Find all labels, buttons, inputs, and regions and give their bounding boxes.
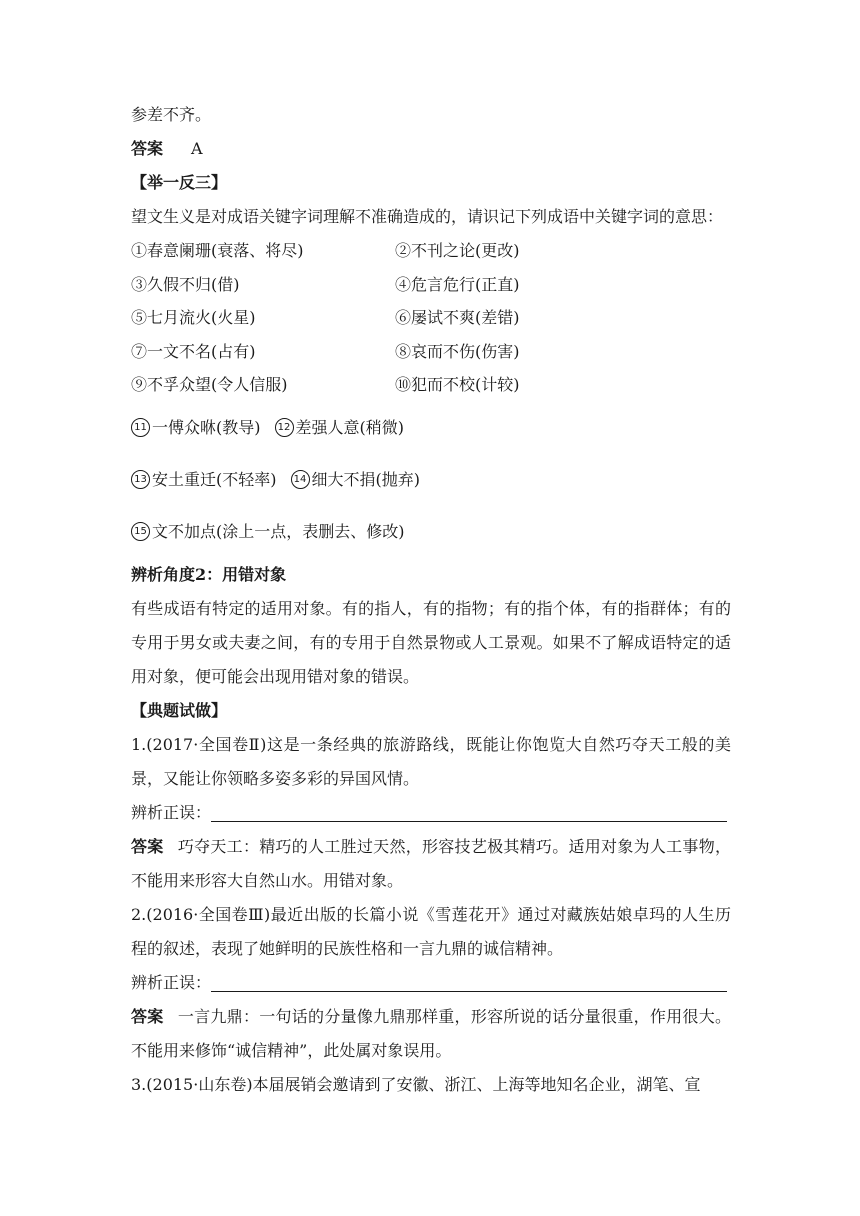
circled-number: 11	[131, 418, 150, 437]
idiom-row-11-12	[131, 402, 731, 454]
answer-text: 一言九鼎：一句话的分量像九鼎那样重，形容所说的话分量很重，作用很大。不能用来修饰“诚信精神”，此处属对象误用。	[131, 1006, 731, 1060]
answer-1	[131, 830, 731, 898]
answer-blank[interactable]	[211, 801, 727, 822]
section-heading-dtsz: 【典题试做】	[131, 700, 228, 720]
fix-label: 辨析正误：	[131, 802, 212, 822]
answer-label: 答案	[131, 836, 164, 856]
answer-line	[131, 132, 731, 166]
idiom-item: ⑦一文不名(占有)	[131, 341, 256, 361]
intro-paragraph: 望文生义是对成语关键字词理解不准确造成的，请识记下列成语中关键字词的意思：	[131, 207, 724, 226]
question-2: 2.(2016·全国卷Ⅲ)最近出版的长篇小说《雪莲花开》通过对藏族姑娘卓玛的人生历程的叙述，表现了她鲜明的民族性格和一言九鼎的诚信精神。	[131, 904, 731, 958]
idiom-item: ⑩犯而不校(计较)	[395, 375, 520, 395]
idiom-item: ⑤七月流火(火星)	[131, 308, 256, 328]
idiom-item: 一傅众咻(教导)	[152, 417, 261, 437]
idiom-item: 细大不捐(抛弃)	[311, 469, 420, 489]
answer-value: A	[191, 139, 203, 158]
idiom-item: ⑧哀而不伤(伤害)	[395, 341, 520, 361]
question-3: 3.(2015·山东卷)本届展销会邀请到了安徽、浙江、上海等地知名企业，湖笔、宣	[131, 1074, 701, 1094]
answer-2	[131, 1000, 731, 1068]
section-heading-jyfs: 【举一反三】	[131, 173, 228, 192]
idiom-item: ⑨不孚众望(令人信服)	[131, 375, 288, 395]
fix-line-2	[131, 966, 731, 1000]
answer-label: 答案	[131, 139, 164, 158]
idiom-item: 文不加点(涂上一点，表删去、修改)	[152, 521, 405, 541]
circled-number: 15	[131, 522, 150, 541]
circled-number: 13	[131, 470, 150, 489]
text-line: 参差不齐。	[131, 105, 212, 124]
answer-text: 巧夺天工：精巧的人工胜过天然，形容技艺极其精巧。适用对象为人工事物，不能用来形容大自然山水。用错对象。	[131, 836, 731, 890]
idiom-item: ②不刊之论(更改)	[395, 241, 520, 260]
idiom-item: ④危言危行(正直)	[395, 274, 520, 294]
idiom-item: 安土重迁(不轻率)	[152, 469, 277, 489]
idiom-list	[131, 234, 731, 402]
document-page	[131, 98, 731, 1102]
angle2-paragraph: 有些成语有特定的适用对象。有的指人，有的指物；有的指个体，有的指群体；有的专用于男女或夫妻之间，有的专用于自然景物或人工景观。如果不了解成语特定的适用对象，便可能会出现用错对象的错误。	[131, 598, 731, 686]
circled-number: 14	[291, 470, 310, 489]
circled-number: 12	[275, 418, 294, 437]
question-1: 1.(2017·全国卷Ⅱ)这是一条经典的旅游路线，既能让你饱览大自然巧夺天工般的美景，又能让你领略多姿多彩的异国风情。	[131, 734, 731, 788]
answer-label: 答案	[131, 1006, 164, 1026]
idiom-item: ⑥屡试不爽(差错)	[395, 308, 520, 328]
idiom-item: ③久假不归(借)	[131, 274, 240, 294]
answer-blank[interactable]	[211, 971, 727, 992]
idiom-row-13-14	[131, 454, 731, 506]
section-heading-angle2: 辨析角度2：用错对象	[131, 564, 287, 584]
idiom-item: ①春意阑珊(衰落、将尽)	[131, 241, 304, 260]
fix-label: 辨析正误：	[131, 972, 212, 992]
idiom-item: 差强人意(稍微)	[295, 417, 404, 437]
fix-line-1	[131, 796, 731, 830]
idiom-row-15	[131, 506, 731, 558]
